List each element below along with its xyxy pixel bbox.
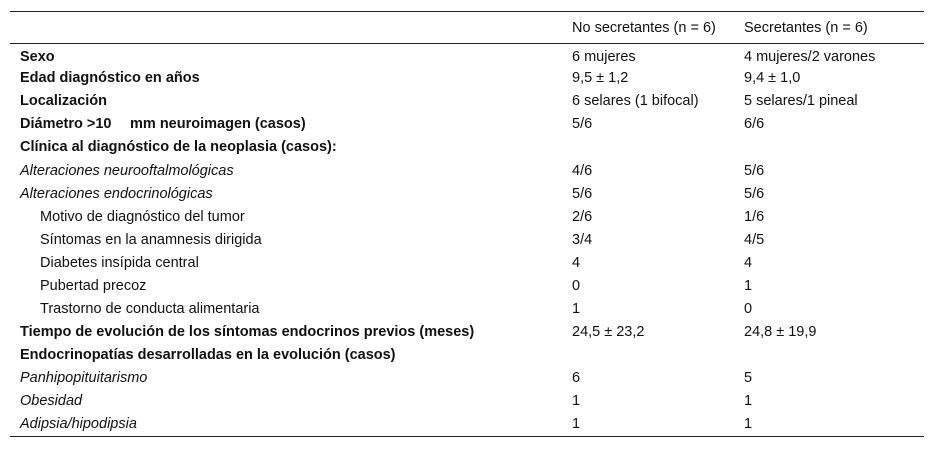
- table-row: [10, 274, 924, 297]
- header-cell-secretantes: Secretantes (n = 6): [744, 12, 924, 44]
- table-row: [10, 413, 924, 436]
- row-label: Tiempo de evolución de los síntomas endocrinos previos (meses): [20, 324, 475, 341]
- row-label: Sexo: [20, 48, 55, 65]
- cell-no-secretantes: 2/6: [572, 208, 593, 225]
- table-row: [10, 67, 924, 90]
- cell-no-secretantes: 24,5 ± 23,2: [572, 324, 645, 341]
- cell-secretantes: 5/6: [744, 185, 765, 202]
- cell-no-secretantes: 1: [572, 301, 581, 318]
- table-row: [10, 251, 924, 274]
- row-label: Localización: [20, 93, 108, 110]
- row-label: Endocrinopatías desarrolladas en la evolución (casos): [20, 347, 396, 364]
- cell-secretantes: [744, 136, 924, 159]
- cell-no-secretantes: 4/6: [572, 162, 593, 179]
- cell-no-secretantes: 1: [572, 393, 581, 410]
- table-row: [10, 44, 924, 67]
- cell-secretantes: 1: [744, 393, 753, 410]
- header-cell-label: [10, 12, 572, 44]
- cell-no-secretantes: 6 selares (1 bifocal): [572, 93, 699, 110]
- cell-secretantes: 5: [744, 370, 753, 387]
- table-row: [10, 228, 924, 251]
- cell-no-secretantes: 6 mujeres: [572, 48, 636, 65]
- cell-secretantes: 4/5: [744, 231, 765, 248]
- row-label: Trastorno de conducta alimentaria: [40, 301, 260, 318]
- table-row: [10, 298, 924, 321]
- table-row: [10, 159, 924, 182]
- header-cell-no-secretantes: No secretantes (n = 6): [572, 12, 744, 44]
- cell-no-secretantes: 1: [572, 413, 744, 436]
- cell-no-secretantes: 6: [572, 370, 581, 387]
- cell-secretantes: 5/6: [744, 162, 765, 179]
- table-row: [10, 113, 924, 136]
- cell-no-secretantes: 9,5 ± 1,2: [572, 70, 629, 87]
- row-label: Edad diagnóstico en años: [20, 70, 200, 87]
- cell-secretantes: 1: [744, 413, 924, 436]
- row-label: Obesidad: [20, 393, 83, 410]
- cell-no-secretantes: 3/4: [572, 231, 593, 248]
- row-label: Diámetro >10 mm neuroimagen (casos): [20, 116, 306, 133]
- cell-secretantes: 1/6: [744, 208, 765, 225]
- row-label: Adipsia/hipodipsia: [10, 413, 572, 436]
- row-label: Motivo de diagnóstico del tumor: [40, 208, 245, 225]
- row-label: Pubertad precoz: [40, 277, 147, 294]
- table-row: [10, 390, 924, 413]
- cell-no-secretantes: 5/6: [572, 116, 593, 133]
- cell-secretantes: 5 selares/1 pineal: [744, 93, 858, 110]
- cell-no-secretantes: 5/6: [572, 185, 593, 202]
- row-label: Panhipopituitarismo: [20, 370, 148, 387]
- cell-secretantes: 4: [744, 254, 753, 271]
- table-row: [10, 205, 924, 228]
- table-row: [10, 136, 924, 159]
- table-row: [10, 90, 924, 113]
- cell-no-secretantes: 0: [572, 277, 581, 294]
- row-label: Síntomas en la anamnesis dirigida: [40, 231, 262, 248]
- cell-secretantes: 6/6: [744, 116, 765, 133]
- table-row: [10, 367, 924, 390]
- cell-secretantes: 1: [744, 277, 753, 294]
- row-label: Alteraciones endocrinológicas: [20, 185, 213, 202]
- cell-secretantes: 24,8 ± 19,9: [744, 324, 817, 341]
- cell-secretantes: 9,4 ± 1,0: [744, 70, 801, 87]
- header-row: [10, 12, 924, 44]
- data-table: [10, 11, 924, 437]
- cell-no-secretantes: [572, 136, 744, 159]
- cell-no-secretantes: 4: [572, 254, 581, 271]
- table-row: [10, 182, 924, 205]
- row-label: Alteraciones neurooftalmológicas: [20, 162, 234, 179]
- cell-secretantes: [744, 344, 924, 367]
- table-row: [10, 344, 924, 367]
- cell-secretantes: 4 mujeres/2 varones: [744, 48, 876, 65]
- cell-no-secretantes: [572, 344, 744, 367]
- table-row: [10, 321, 924, 344]
- row-label: Clínica al diagnóstico de la neoplasia (casos):: [20, 139, 337, 156]
- row-label: Diabetes insípida central: [40, 254, 199, 271]
- cell-secretantes: 0: [744, 301, 753, 318]
